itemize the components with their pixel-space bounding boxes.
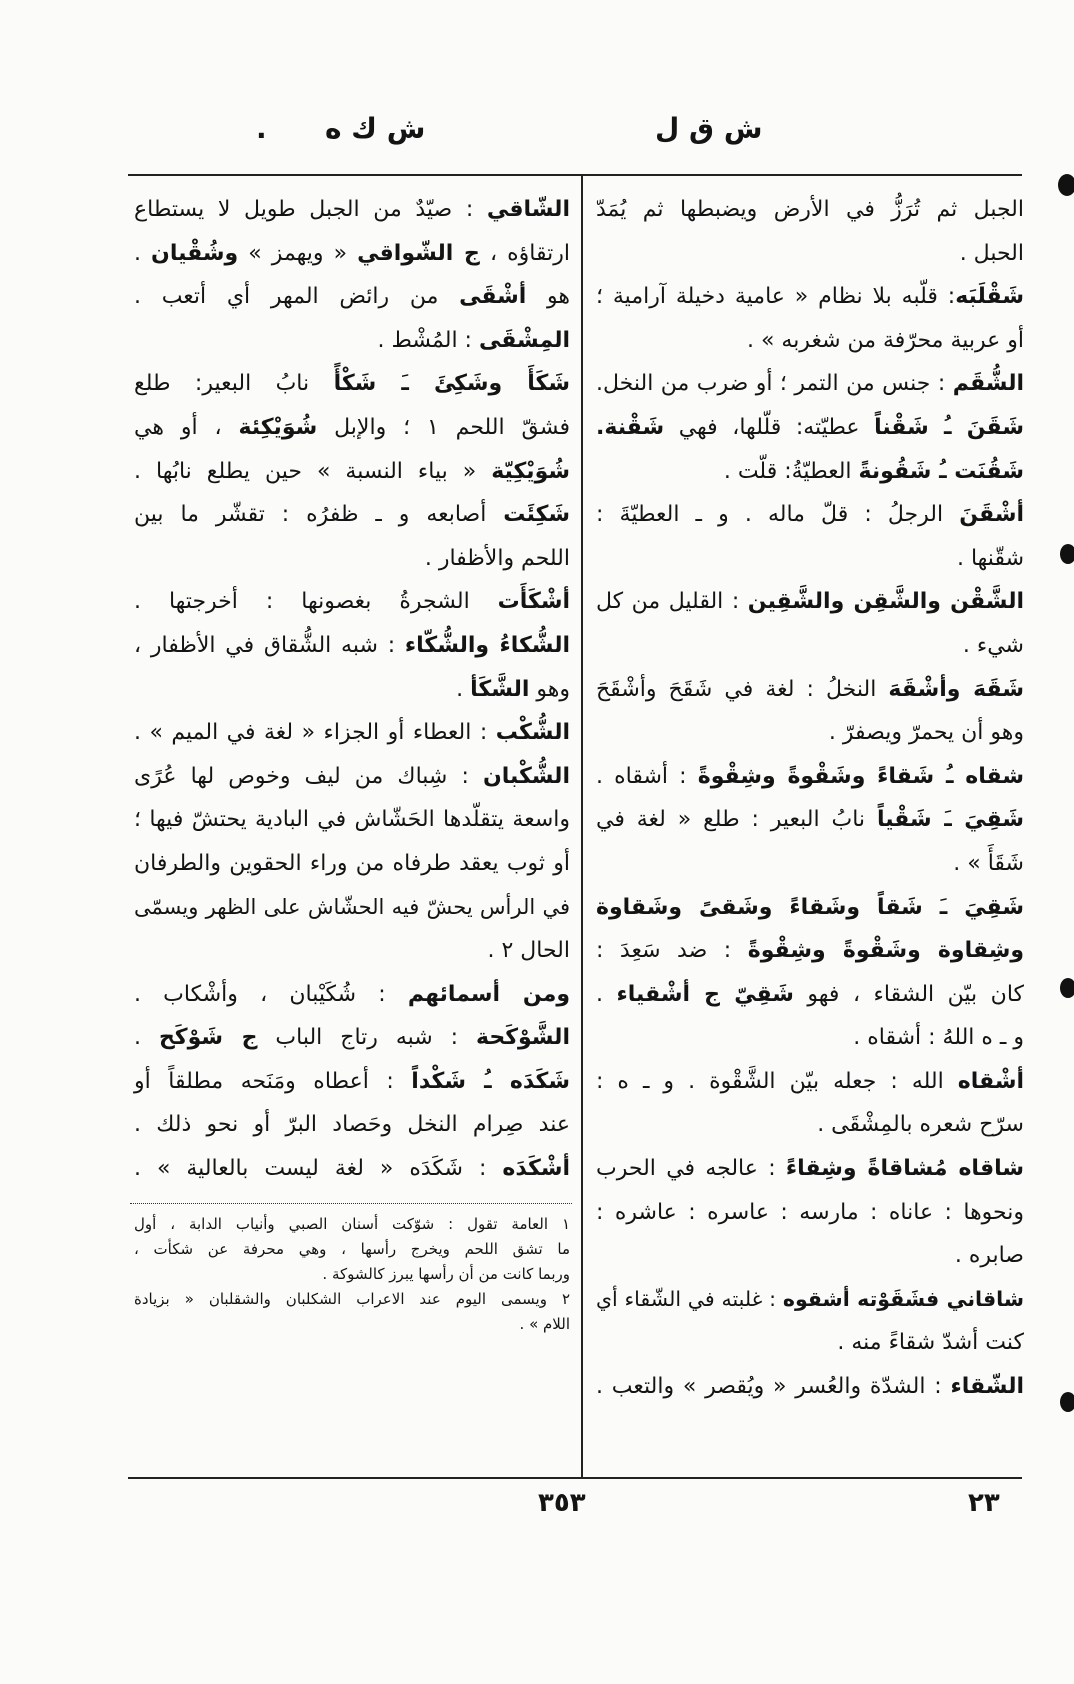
dictionary-line [130,450,570,494]
definition-text: : ضد سَعِدَ : [596,938,748,964]
definition-text: . [134,1025,159,1051]
dictionary-line [130,232,570,276]
definition-text: : عالجه في الحرب [596,1156,786,1182]
definition-text: ونحوها : عاناه : مارسه : عاسره : عاشره : [596,1199,1024,1225]
dictionary-line [130,711,570,755]
dictionary-line [592,362,1024,406]
dictionary-line [130,668,570,712]
headword: شَكَدَه ـُ شَكْداً [411,1068,570,1094]
definition-text: كان بيّن الشقاء ، فهو [793,981,1024,1007]
headword: الشَّقْن والشَّقِن والشَّقِين [747,589,1024,615]
dictionary-line [130,886,570,930]
dictionary-line [592,580,1024,624]
definition-text: : الشدّة والعُسر « ويُقصر » والتعب . [596,1374,951,1400]
headword: الشَّكَأ [470,676,530,702]
definition-text: اللحم والأظفار . [424,545,570,571]
headword: شُوَيْكِيّة [491,458,570,484]
definition-text: نابُ البعير: طلع [134,371,334,397]
definition-text: : القليل من كل [595,589,748,615]
headword: أشْكَأَت [497,589,570,615]
headword: أشْقاه [957,1068,1024,1094]
definition-text: « بياء النسبة » حين يطلع نابُها . [134,458,492,484]
headword: وشِقاوة وشَقْوةً وشِقْوةً [747,938,1024,964]
definition-text: النخلُ : لغة في شَقَحَ وأشْقَحَ [595,676,889,702]
definition-text: و ـ ه اللهُ : أشقاه . [853,1025,1024,1051]
dictionary-line [130,493,570,537]
definition-text: ما تشق اللحم ويخرج رأسها ، وهي محرفة عن شكأت ، [134,1240,570,1258]
definition-text: أصابعه و ـ ظفرُه : تقشّر ما بين [134,502,504,528]
definition-text: كنت أشدّ شقاءً منه . [837,1330,1024,1356]
headword: شَقَهَ وأشْقَهَ [888,676,1024,702]
headword: ج شَوْكَح [158,1025,258,1051]
scan-edge-mark [1060,1392,1074,1412]
definition-text: : قلّبه بلا نظام « عامية دخيلة آرامية ؛ [596,284,956,310]
dictionary-line [592,1060,1024,1104]
left-column [130,188,570,1191]
headword: شَقِيَ ـَ شَقاً وشَقاءً وشَقىً وشَقاوة [596,894,1024,920]
scan-edge-mark [1058,174,1074,196]
dictionary-line [592,973,1024,1017]
dictionary-line [130,929,570,973]
dictionary-line [592,1234,1024,1278]
dictionary-line [592,1365,1024,1409]
definition-text: . [596,981,617,1007]
dictionary-line [130,624,570,668]
page-number-center: ٣٥٣ [538,1488,586,1518]
dictionary-line [592,1103,1024,1147]
definition-text: الحبل . [959,240,1024,266]
headword: شَقِيّ ج أشْقياء [616,981,794,1007]
definition-text: هو [526,284,570,310]
dictionary-line [130,798,570,842]
definition-text: فشقّ اللحم ١ ؛ والإبل [317,414,570,440]
dictionary-line [592,1278,1024,1322]
definition-text: أو ثوب يعقد طرفاه من وراء الحقوين والطرفان [134,850,570,876]
definition-text: : أعطاه ومَنَحه مطلقاً أو [133,1068,412,1094]
headword: الشُّقَم [952,371,1024,397]
header-marker: . [256,112,267,145]
dictionary-line [130,362,570,406]
definition-text: الرجلُ : قلّ ماله . و ـ العطيّةَ : [596,502,960,528]
column-divider [581,176,583,1478]
dictionary-line [130,842,570,886]
footnote-line [130,1212,570,1237]
definition-text: نابُ البعير : طلع « لغة في [596,807,877,833]
definition-text: الله : جعله بيّن الشَّقْوة . و ـ ه : [596,1068,958,1094]
definition-text: شَقَأَ » . [953,850,1024,876]
headword: أشْقَنَ [959,502,1024,528]
definition-text: . [456,676,471,702]
headword: المِشْقَى [478,327,570,353]
header-right-root: ش ق ل [655,112,763,145]
definition-text: ٢ ويسمى اليوم عند الاعراب الشكلبان والشقلبان « بزيادة [134,1290,570,1308]
definition-text: الجبل ثم تُرَزُّ في الأرض ويضبطها ثم يُمَدّ [596,197,1024,222]
dictionary-line [592,798,1024,842]
definition-text: : شبه رتاج الباب [257,1025,477,1051]
definition-text: : شبه الشُّقاق في الأظفار ، [134,632,405,658]
top-rule [128,174,1022,176]
dictionary-line [592,232,1024,276]
dictionary-line [130,1060,570,1104]
headword: شُوَيْكِئة [238,414,318,440]
definition-text: : العطاء أو الجزاء « لغة في الميم » . [134,720,496,746]
dictionary-line [592,842,1024,886]
definition-text: وهو أن يحمرّ ويصفرّ . [828,720,1024,746]
definition-text: وهو [529,676,570,702]
definition-text: من رائض المهر أي أتعب . [134,284,460,310]
definition-text: : صيّدٌ من الجبل طويل لا يستطاع [134,197,487,222]
definition-text: الحال ٢ . [487,938,570,964]
headword: شَقْلَبَه [955,284,1024,310]
header-left-root: ش ك ه [325,112,426,145]
dictionary-line [130,580,570,624]
headword: شَقَنَ ـُ شَقْناً [874,414,1024,440]
dictionary-line [592,1321,1024,1365]
footnote-separator [130,1203,572,1204]
headword: ج الشّواقي [357,240,480,266]
definition-text: ١ العامة تقول : شوّكت أسنان الصبي وأنياب الدابة ، أول [134,1215,570,1233]
dictionary-line [592,275,1024,319]
definition-text: « ويهمز » [238,240,358,266]
scan-edge-mark [1060,978,1074,998]
definition-text: : شَكَدَه « لغة ليست بالعالية » . [134,1156,503,1182]
headword: أشْقَى [459,284,527,310]
definition-text: الشجرةُ بغصونها : أخرجتها . [134,589,498,615]
footnote-line [130,1312,570,1337]
page-number-right: ٢٣ [968,1488,1000,1518]
definition-text: أو عربية محرّفة من شغربه » . [746,327,1024,353]
dictionary-line [592,188,1024,232]
headword: شَكَأَ وشَكِئَ ـَ شَكْأً [333,371,570,397]
right-column [592,188,1024,1409]
dictionary-line [130,1147,570,1191]
dictionary-line [130,755,570,799]
headword: شَكِئَت [503,502,570,528]
definition-text: صابره . [954,1243,1024,1269]
footnote-line [130,1237,570,1262]
dictionary-line [592,711,1024,755]
definition-text: في الرأس يحشّ فيه الحشّاش على الظهر ويسمّى [134,894,570,919]
dictionary-line [592,668,1024,712]
definition-text: اللام » . [519,1315,570,1333]
dictionary-line [130,319,570,363]
headword: الشَّوْكَحة [476,1025,570,1051]
headword: وشُقْيان [151,240,239,266]
definition-text: العطيّةُ: قلّت . [723,458,859,484]
definition-text: : غلبته في الشّقاء أي [596,1286,783,1311]
dictionary-line [592,1016,1024,1060]
definition-text: : المُشْط . [377,327,479,353]
headword: شاقاه مُشاقاةً وشِقاءً [785,1156,1024,1182]
dictionary-line [130,1103,570,1147]
footnotes [130,1212,570,1337]
scan-edge-mark [1060,544,1074,564]
dictionary-line [130,537,570,581]
headword: الشُّكْب [495,720,570,746]
bottom-rule [128,1477,1022,1479]
dictionary-line [592,1147,1024,1191]
headword: شَقْنة. [596,414,665,440]
dictionary-line [130,275,570,319]
dictionary-line [592,624,1024,668]
headword: أشْكَدَه [502,1156,570,1182]
definition-text: ارتقاؤه ، [479,240,570,266]
dictionary-line [130,188,570,232]
dictionary-line [592,755,1024,799]
headword: ومن أسمائهم [407,981,570,1007]
definition-text: عطيّته: قلّلها، فهي [664,414,875,440]
dictionary-line [130,973,570,1017]
definition-text: وربما كانت من أن رأسها يبرز كالشوكة . [322,1265,570,1283]
dictionary-line [592,929,1024,973]
headword: شَقِيَ ـَ شَقْياً [876,807,1024,833]
dictionary-line [592,886,1024,930]
headword: شقاه ـُ شَقاءً وشَقْوةً وشِقْوةً [697,763,1024,789]
dictionary-line [592,537,1024,581]
definition-text: شيء . [962,632,1024,658]
headword: الشّاقي [486,197,570,222]
definition-text: . [133,240,152,266]
headword: الشّقاء [950,1374,1024,1400]
definition-text: : شُكَيْبان ، وأشْكاب . [134,981,408,1007]
headword: شَقُنَت ـُ شَقُونةً [858,458,1024,484]
headword: الشُّكاءُ والشُّكّاء [404,632,570,658]
dictionary-line [592,493,1024,537]
footnote-line [130,1262,570,1287]
dictionary-line [592,450,1024,494]
definition-text: سرّح شعره بالمِشْقَى . [817,1112,1024,1138]
dictionary-line [592,1191,1024,1235]
headword: شاقاني فشَقَوْته أشقوه [782,1286,1024,1311]
definition-text: : شِباك من ليف وخوص لها عُرًى [134,763,483,789]
definition-text: : أشقاه . [596,763,698,789]
dictionary-line [592,319,1024,363]
dictionary-line [592,406,1024,450]
definition-text: ، أو هي [134,414,239,440]
dictionary-line [130,1016,570,1060]
definition-text: عند صِرام النخل وحَصاد البرّ أو نحو ذلك . [134,1112,570,1138]
headword: الشُّكْبان [482,763,570,789]
definition-text: واسعة يتقلّدها الحَشّاش في البادية يحتشّ فيها ؛ [134,807,570,833]
footnote-line [130,1287,570,1312]
definition-text: : جنس من التمر ؛ أو ضرب من النخل. [596,371,953,397]
dictionary-line [130,406,570,450]
definition-text: شقّنها . [956,545,1024,571]
